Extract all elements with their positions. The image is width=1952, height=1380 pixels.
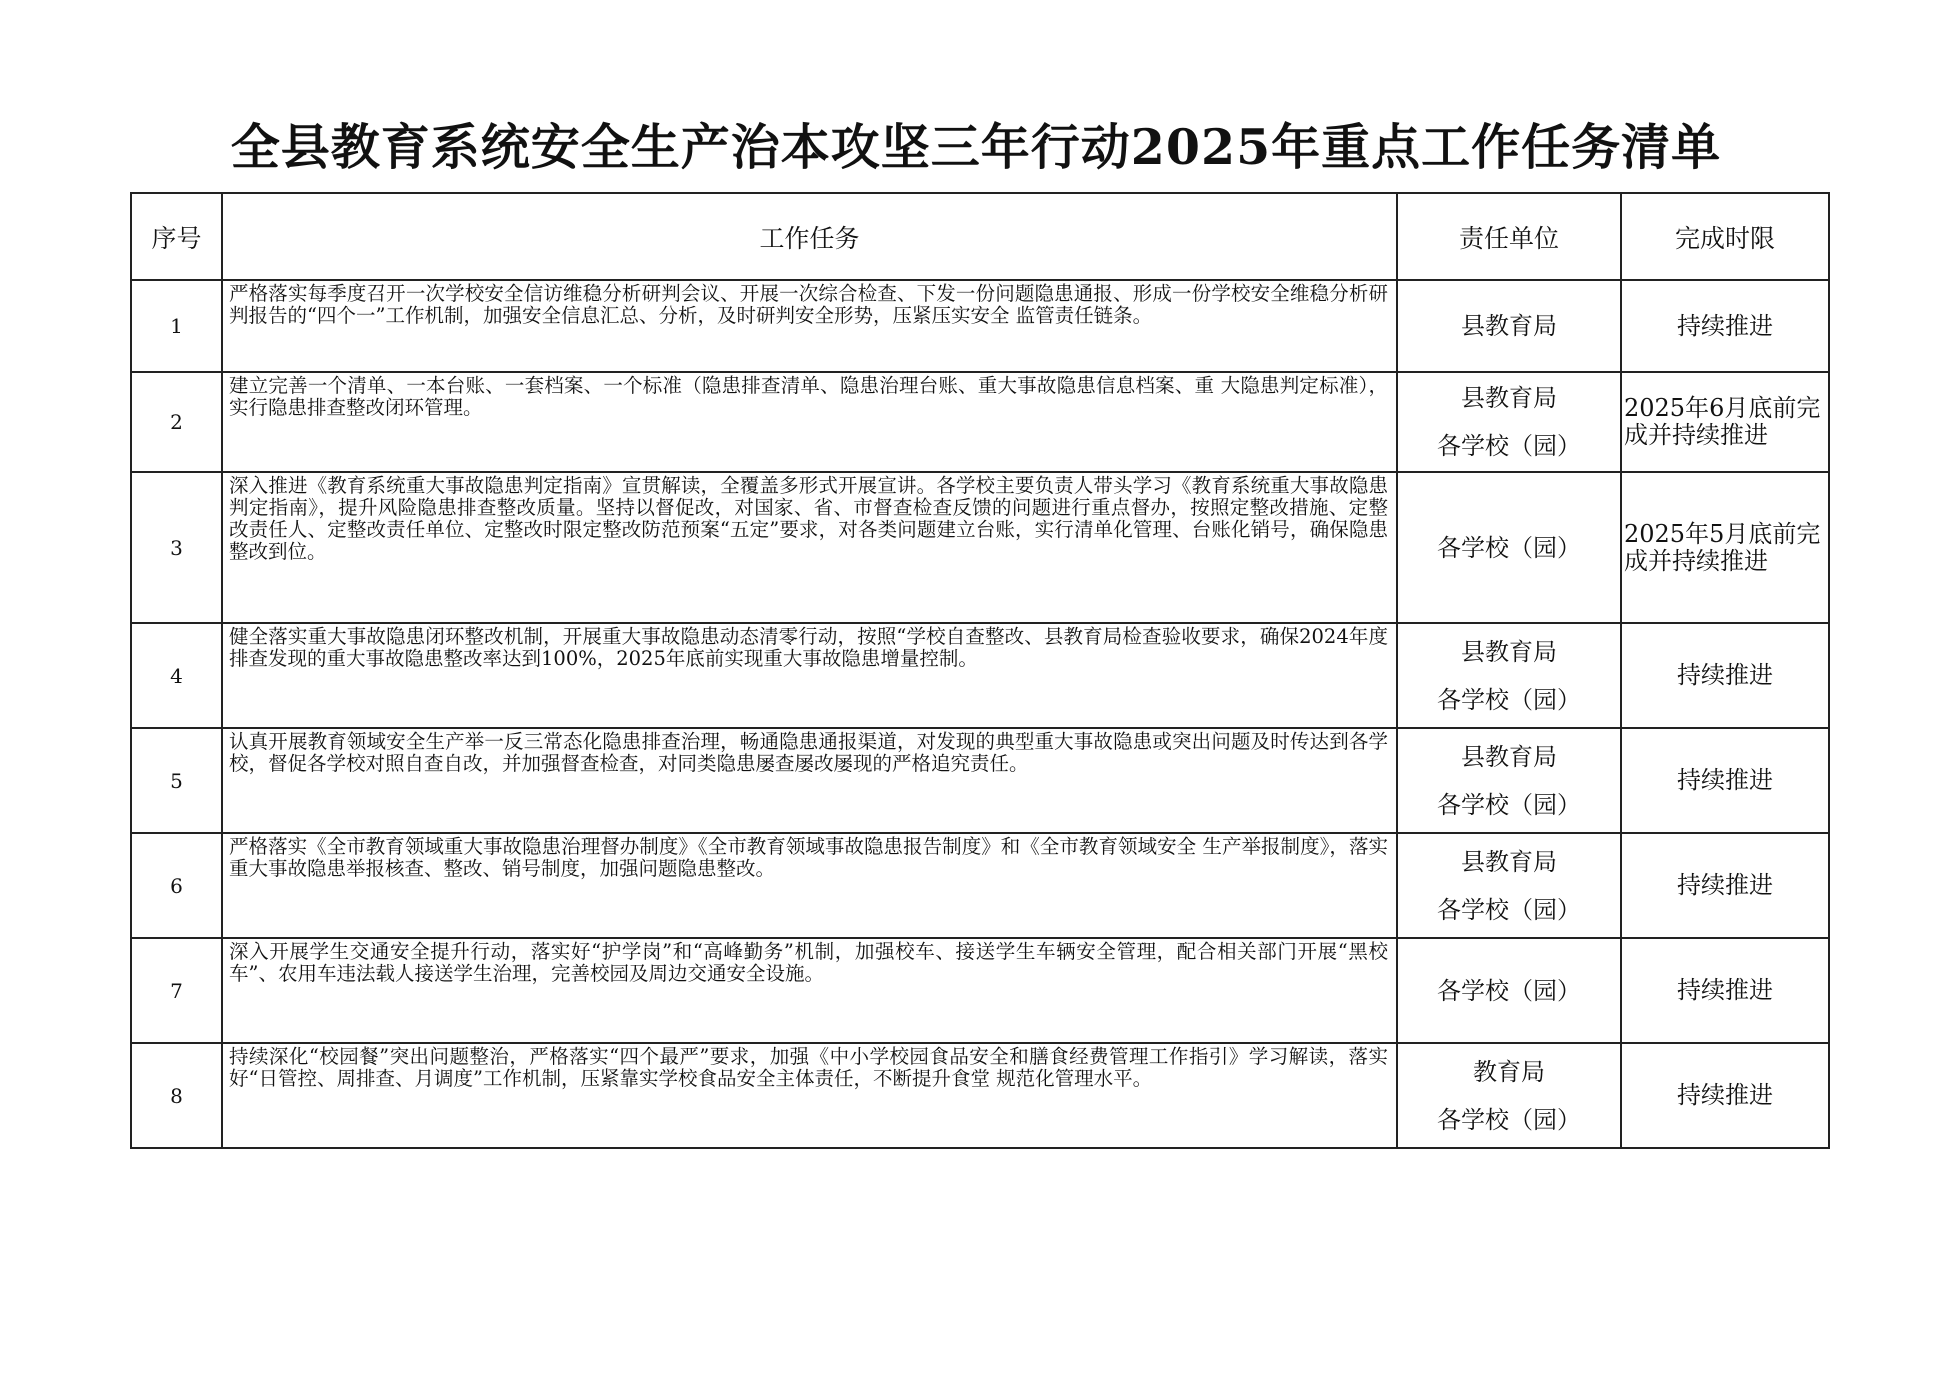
page-title: 全县教育系统安全生产治本攻坚三年行动2025年重点工作任务清单 [230,118,1722,176]
row-seq: 4 [131,623,222,728]
unit-line: 各学校（园） [1437,685,1581,714]
unit-line: 县教育局 [1461,384,1557,412]
table-row [131,472,1829,623]
row-unit [1397,623,1621,728]
row-deadline: 持续推进 [1621,623,1829,728]
table-row [131,1043,1829,1148]
row-deadline: 持续推进 [1621,833,1829,938]
header-unit: 责任单位 [1397,193,1621,280]
row-unit [1397,472,1621,623]
header-seq: 序号 [131,193,222,280]
row-unit [1397,728,1621,833]
header-deadline: 完成时限 [1621,193,1829,280]
header-task: 工作任务 [222,193,1397,280]
table-row [131,623,1829,728]
table-header-row [131,193,1829,280]
row-seq: 6 [131,833,222,938]
table-row [131,833,1829,938]
row-deadline: 2025年6月底前完成并持续推进 [1621,372,1829,472]
table-row [131,728,1829,833]
row-deadline: 2025年5月底前完成并持续推进 [1621,472,1829,623]
unit-line: 县教育局 [1461,847,1557,876]
row-deadline: 持续推进 [1621,280,1829,372]
row-seq: 3 [131,472,222,623]
unit-line: 各学校（园） [1437,1105,1581,1134]
row-task: 认真开展教育领域安全生产举一反三常态化隐患排查治理，畅通隐患通报渠道，对发现的典型重大事故隐患或突出问题及时传达到各学校，督促各学校对照自查自改，并加强督查检查，对同类隐患屡查屡改屡现的严格追究责任。 [222,728,1397,833]
row-unit [1397,1043,1621,1148]
row-seq: 2 [131,372,222,472]
row-task: 深入推进《教育系统重大事故隐患判定指南》宣贯解读，全覆盖多形式开展宣讲。各学校主要负责人带头学习《教育系统重大事故隐患判定指南》，提升风险隐患排查整改质量。坚持以督促改，对国家、省、市督查检查反馈的问题进行重点督办，按照定整改措施、定整改责任人、定整改责任单位、定整改时限定整改防范预案“五定”要求，对各类问题建立台账，实行清单化管理、台账化销号，确保隐患整改到位。 [222,472,1397,623]
unit-line: 县教育局 [1461,637,1557,666]
row-seq: 1 [131,280,222,372]
unit-line: 教育局 [1473,1057,1545,1086]
unit-line: 各学校（园） [1437,895,1581,924]
row-deadline: 持续推进 [1621,1043,1829,1148]
table-row [131,938,1829,1043]
row-task: 深入开展学生交通安全提升行动，落实好“护学岗”和“高峰勤务”机制，加强校车、接送学生车辆安全管理，配合相关部门开展“黑校车”、农用车违法载人接送学生治理，完善校园及周边交通安全设施。 [222,938,1397,1043]
row-deadline: 持续推进 [1621,728,1829,833]
task-table [130,192,1830,1149]
row-seq: 7 [131,938,222,1043]
row-task: 持续深化“校园餐”突出问题整治，严格落实“四个最严”要求，加强《中小学校园食品安全和膳食经费管理工作指引》学习解读，落实好“日管控、周排查、月调度”工作机制，压紧靠实学校食品安全主体责任，不断提升食堂 规范化管理水平。 [222,1043,1397,1148]
row-task: 严格落实每季度召开一次学校安全信访维稳分析研判会议、开展一次综合检查、下发一份问题隐患通报、形成一份学校安全维稳分析研判报告的“四个一”工作机制，加强安全信息汇总、分析，及时研判安全形势，压紧压实安全 监管责任链条。 [222,280,1397,372]
unit-line: 各学校（园） [1437,790,1581,819]
row-seq: 8 [131,1043,222,1148]
table-row [131,280,1829,372]
unit-line: 县教育局 [1461,312,1557,340]
row-unit [1397,372,1621,472]
row-unit [1397,833,1621,938]
row-task: 建立完善一个清单、一本台账、一套档案、一个标准（隐患排查清单、隐患治理台账、重大事故隐患信息档案、重 大隐患判定标准），实行隐患排查整改闭环管理。 [222,372,1397,472]
table-row [131,372,1829,472]
unit-line: 各学校（园） [1437,976,1581,1005]
row-task: 严格落实《全市教育领域重大事故隐患治理督办制度》《全市教育领域事故隐患报告制度》和《全市教育领域安全 生产举报制度》，落实重大事故隐患举报核查、整改、销号制度，加强问题隐患整改。 [222,833,1397,938]
row-task: 健全落实重大事故隐患闭环整改机制，开展重大事故隐患动态清零行动，按照“学校自查整改、县教育局检查验收要求，确保2024年度排查发现的重大事故隐患整改率达到100%，2025年底前实现重大事故隐患增量控制。 [222,623,1397,728]
row-seq: 5 [131,728,222,833]
row-deadline: 持续推进 [1621,938,1829,1043]
row-unit [1397,938,1621,1043]
unit-line: 县教育局 [1461,742,1557,771]
unit-line: 各学校（园） [1437,432,1581,460]
row-unit [1397,280,1621,372]
unit-line: 各学校（园） [1437,533,1581,562]
